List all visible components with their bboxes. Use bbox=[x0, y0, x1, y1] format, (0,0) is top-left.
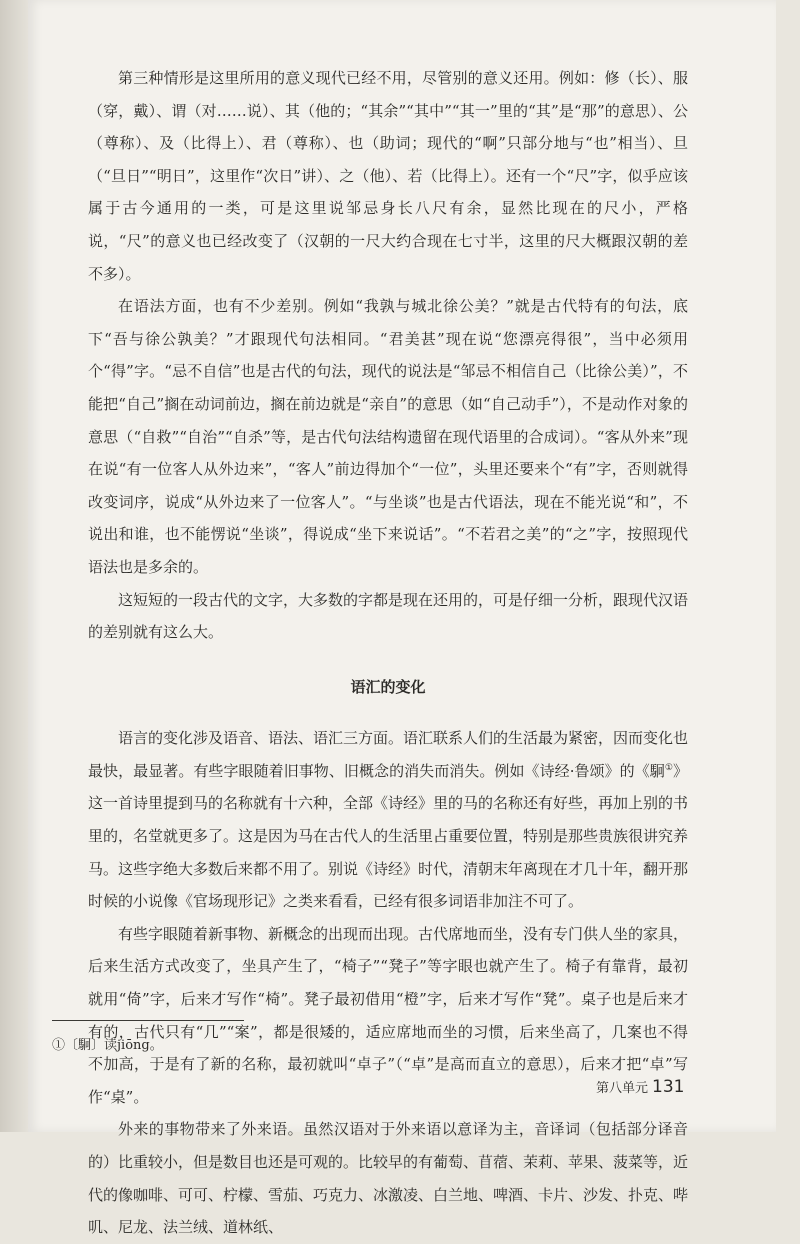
paragraph: 这短短的一段古代的文字，大多数的字都是现在还用的，可是仔细一分析，跟现代汉语的差别就有这么大。 bbox=[88, 590, 689, 642]
text-run: 》这一首诗里提到马的名称就有十六种，全部《诗经》里的马的名称还有好些，再加上别的书里的，名堂就更多了。这是因为马在古代人的生活里占重要位置，特别是那些贵族很讲究养马。这些字绝大多数后来都不用了。别说《诗经》时代，清朝末年离现在才几十年，翻开那时候的小说像《官场现形记》之类来看看，已经有很多词语非加注不可了。 bbox=[88, 761, 689, 911]
paragraph: 有些字眼随着新事物、新概念的出现而出现。古代席地而坐，没有专门供人坐的家具，后来生活方式改变了，坐具产生了，“椅子”“凳子”等字眼也就产生了。椅子有靠背，最初就用“倚”字，后来才写作“椅”。凳子最初借用“橙”字，后来才写作“凳”。桌子也是后来才有的，古代只有“几”“案”，都是很矮的，适应席地而坐的习惯，后来坐高了，几案也不得不加高，于是有了新的名称，最初就叫“卓子”（“卓”是高而直立的意思），后来才把“卓”写作“桌”。 bbox=[88, 924, 689, 1106]
footnote: ①〔駉〕读jiōng。 bbox=[52, 1038, 163, 1053]
main-text bbox=[88, 62, 688, 1244]
paragraph: 外来的事物带来了外来语。虽然汉语对于外来语以意译为主，音译词（包括部分译音的）比重较小，但是数目也还是可观的。比较早的有葡萄、苜蓿、茉莉、苹果、菠菜等，近代的像咖啡、可可、柠檬、雪茄、巧克力、冰激凌、白兰地、啤酒、卡片、沙发、扑克、哔叽、尼龙、法兰绒、道林纸、 bbox=[88, 1120, 689, 1237]
footnote-divider bbox=[52, 1020, 244, 1021]
paragraph bbox=[88, 722, 688, 918]
page-number: 131 bbox=[652, 1077, 685, 1097]
unit-label: 第八单元 bbox=[596, 1081, 649, 1096]
page-gutter bbox=[0, 0, 28, 1132]
footnote-marker: ① bbox=[664, 762, 673, 773]
text-run: 语言的变化涉及语音、语法、语汇三方面。语汇联系人们的生活最为紧密，因而变化也最快，最显著。有些字眼随着旧事物、旧概念的消失而消失。例如《诗经·鲁颂》的《駉 bbox=[88, 729, 689, 780]
paragraph: 在语法方面，也有不少差别。例如“我孰与城北徐公美？”就是古代特有的句法，底下“吾与徐公孰美？”才跟现代句法相同。“君美甚”现在说“您漂亮得很”，当中必须用个“得”字。“忌不自信”也是古代的句法，现代的说法是“邹忌不相信自己（比徐公美）”，不能把“自己”搁在动词前边，搁在前边就是“亲自”的意思（如“自己动手”），不是动作对象的意思（“自救”“自治”“自杀”等，是古代句法结构遗留在现代语里的合成词）。“客从外来”现在说“有一位客人从外边来”，“客人”前边得加个“一位”，头里还要来个“有”字，否则就得改变词序，说成“从外边来了一位客人”。“与坐谈”也是古代语法，现在不能光说“和”，不说出和谁，也不能愣说“坐谈”，得说成“坐下来说话”。“不若君之美”的“之”字，按照现代语法也是多余的。 bbox=[88, 297, 688, 576]
paragraph: 第三种情形是这里所用的意义现代已经不用，尽管别的意义还用。例如：修（长）、服（穿，戴）、谓（对……说）、其（他的；“其余”“其中”“其一”里的“其”是“那”的意思）、公（尊称）、及（比得上）、君（尊称）、也（助词；现代的“啊”只部分地与“也”相当）、旦（“旦日”“明日”，这里作“次日”讲）、之（他）、若（比得上）。还有一个“尺”字，似乎应该属于古今通用的一类，可是这里说邹忌身长八尺有余，显然比现在的尺小，严格说，“尺”的意义也已经改变了（汉朝的一尺大约合现在七寸半，这里的尺大概跟汉朝的差不多）。 bbox=[88, 69, 688, 283]
section-heading: 语汇的变化 bbox=[350, 677, 426, 696]
page-footer bbox=[596, 1077, 684, 1097]
